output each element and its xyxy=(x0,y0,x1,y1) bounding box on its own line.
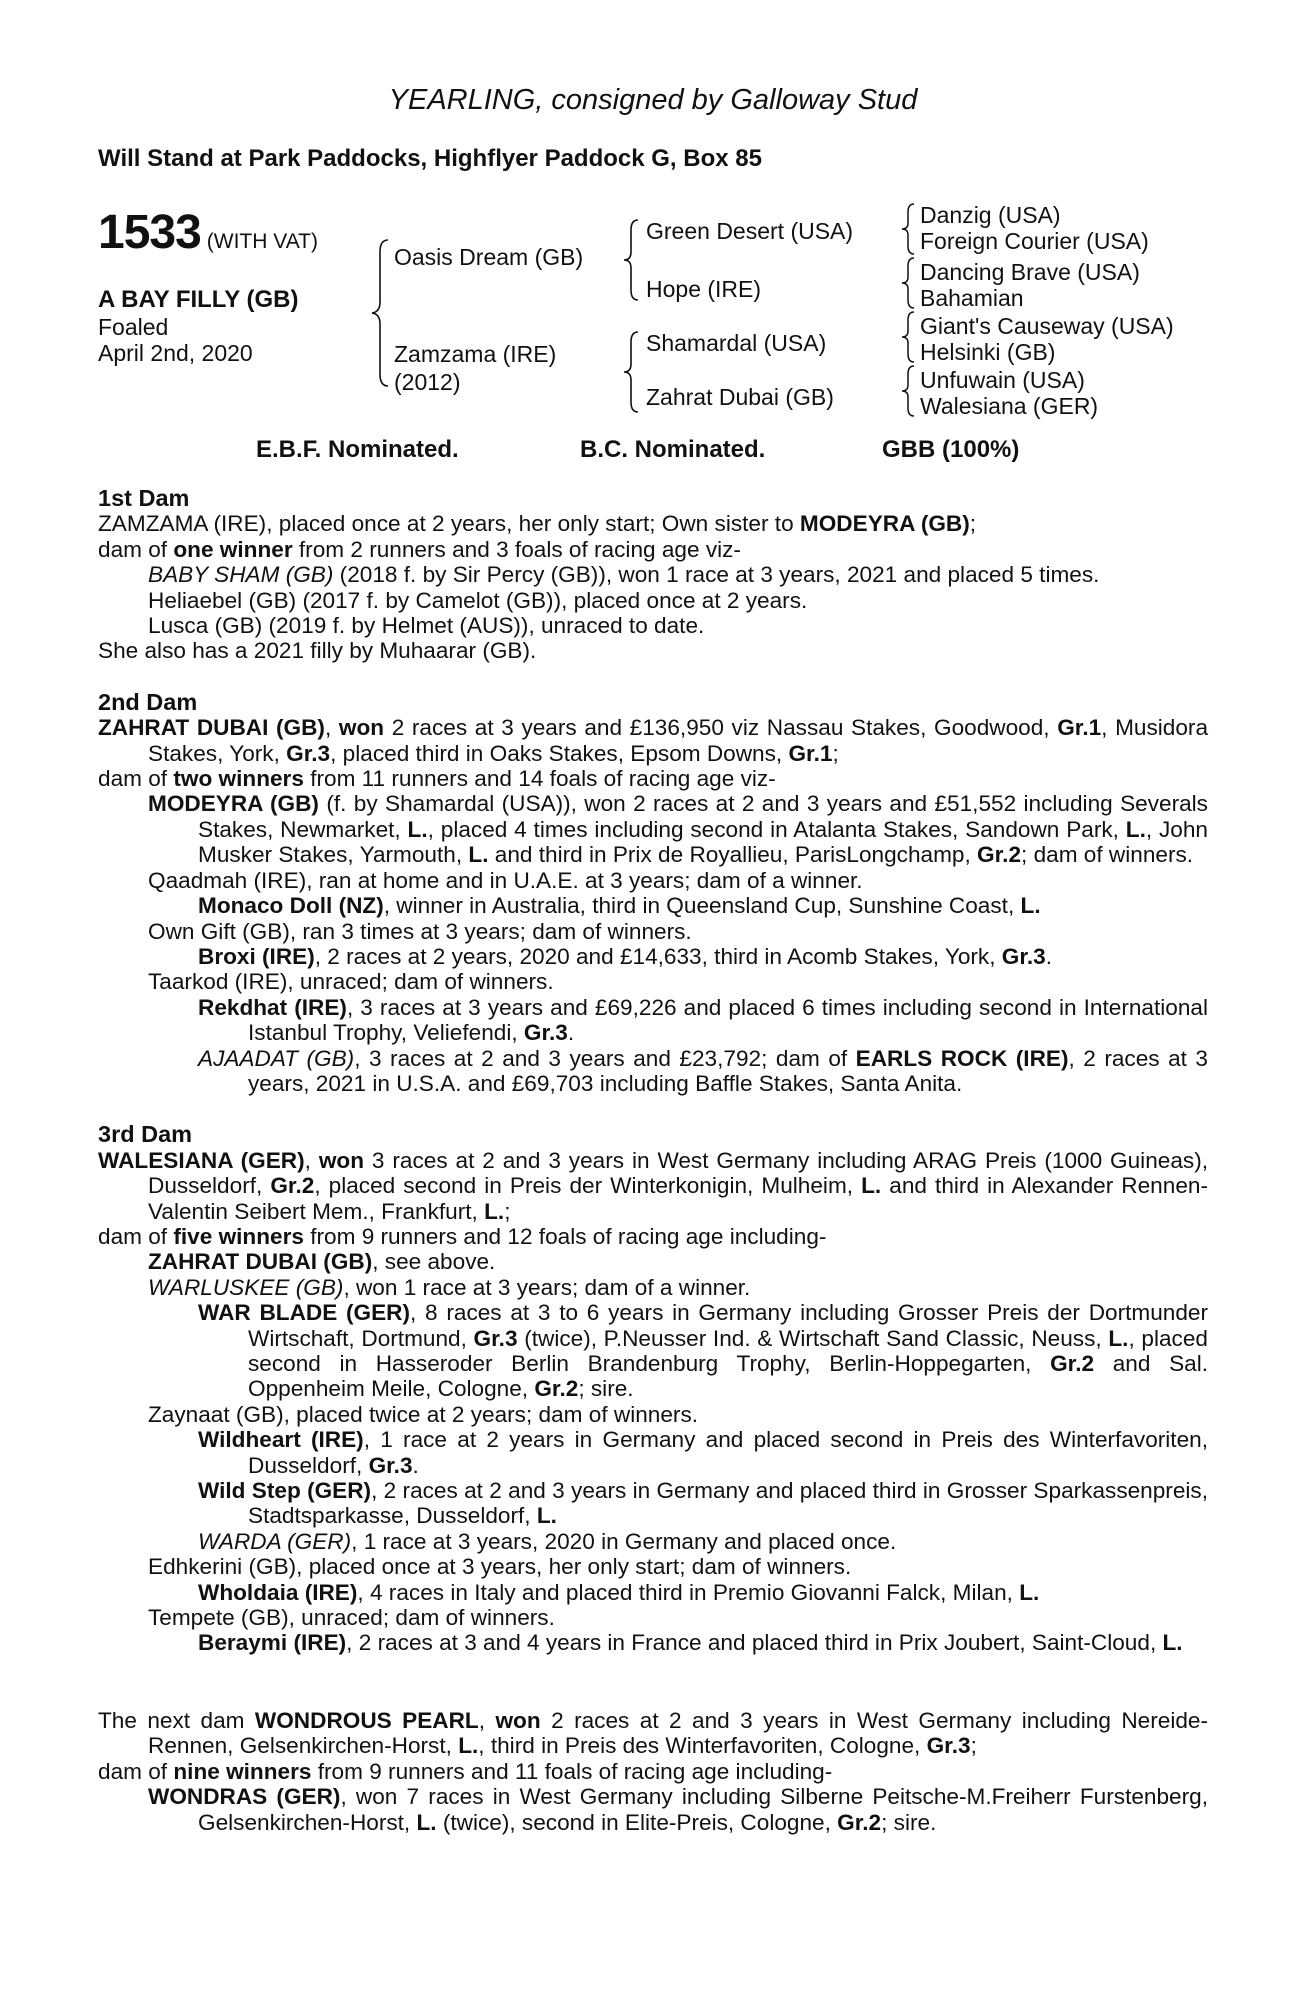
pedigree-dam-dam: Zahrat Dubai (GB) xyxy=(646,384,834,410)
pedigree-entry: The next dam WONDROUS PEARL, won 2 races at 2 and 3 years in West Germany including Nereide-Rennen, Gelsenkirchen-Horst, L., third in Preis des Winterfavoriten, Cologne, Gr.3; xyxy=(98,1707,1208,1759)
gbb-status: GBB (100%) xyxy=(882,436,1020,463)
ebf-nomination: E.B.F. Nominated. xyxy=(256,436,459,463)
pedigree-entry: AJAADAT (GB), 3 races at 2 and 3 years and £23,792; dam of EARLS ROCK (IRE), 2 races at 3 years, 2021 in U.S.A. and £69,703 including Baffle Stakes, Santa Anita. xyxy=(198,1045,1208,1096)
pedigree-brace-sire xyxy=(620,218,642,302)
pedigree-dam-year: (2012) xyxy=(394,369,461,395)
pedigree-entry: WAR BLADE (GER), 8 races at 3 to 6 years in Germany including Grosser Preis der Dortmunder Wirtschaft, Dortmund, Gr.3 (twice), P.Neusser Ind. & Wirtschaft Sand Classic, Neuss, L., placed second in Hasseroder Berlin Brandenburg Trophy, Berlin-Hoppegarten, Gr.2 and Sal. Oppenheim Meile, Cologne, Gr.2; sire. xyxy=(198,1300,1208,1402)
section-spacer xyxy=(98,664,1208,690)
pedigree-entry: Zaynaat (GB), placed twice at 2 years; dam of winners. xyxy=(148,1401,699,1427)
foaled-date: April 2nd, 2020 xyxy=(98,340,253,366)
section-heading: 3rd Dam xyxy=(98,1121,193,1148)
section-heading: 1st Dam xyxy=(98,485,190,511)
pedigree-entry: MODEYRA (GB) (f. by Shamardal (USA)), won 2 races at 2 and 3 years and £51,552 including Severals Stakes, Newmarket, L., placed 4 times including second in Atalanta Stakes, Sandown Park, L., John Musker Stakes, Yarmouth, L. and third in Prix de Royallieu, ParisLongchamp, Gr.2; dam of winners. xyxy=(148,791,1208,868)
section-heading: 2nd Dam xyxy=(98,688,198,715)
pedigree-ggp-2: Foreign Courier (USA) xyxy=(920,228,1149,254)
pedigree-entry: ZAHRAT DUBAI (GB), won 2 races at 3 years and £136,950 viz Nassau Stakes, Goodwood, Gr.1, Musidora Stakes, York, Gr.3, placed third in Oaks Stakes, Epsom Downs, Gr.1; xyxy=(98,715,1209,766)
consignment-line: YEARLING, consigned by Galloway Stud xyxy=(388,84,918,116)
pedigree-sire: Oasis Dream (GB) xyxy=(394,244,584,270)
pedigree-ggp-7: Unfuwain (USA) xyxy=(920,367,1085,393)
pedigree-entry: Wild Step (GER), 2 races at 2 and 3 years in Germany and placed third in Grosser Sparkassenpreis, Stadtsparkasse, Dusseldorf, L. xyxy=(198,1478,1208,1529)
pedigree-entry: Heliaebel (GB) (2017 f. by Camelot (GB)), placed once at 2 years. xyxy=(148,587,808,613)
pedigree-entry: dam of two winners from 11 runners and 14 foals of racing age viz- xyxy=(98,766,776,792)
pedigree-dam: Zamzama (IRE) xyxy=(394,341,557,367)
pedigree-brace-ggp-4 xyxy=(898,364,918,418)
bc-nomination: B.C. Nominated. xyxy=(580,436,766,463)
foaled-info xyxy=(98,314,253,366)
pedigree-entry: Taarkod (IRE), unraced; dam of winners. xyxy=(148,969,554,995)
pedigree-entry: Lusca (GB) (2019 f. by Helmet (AUS)), unraced to date. xyxy=(148,613,705,639)
pedigree-ggp-5: Giant's Causeway (USA) xyxy=(920,313,1174,339)
pedigree-entry: Edhkerini (GB), placed once at 3 years, her only start; dam of winners. xyxy=(148,1554,852,1580)
lot-block xyxy=(98,205,318,260)
foaled-label: Foaled xyxy=(98,314,169,340)
pedigree-ggp-4: Bahamian xyxy=(920,285,1024,311)
pedigree-ggp-6: Helsinki (GB) xyxy=(920,339,1056,365)
pedigree-entry: WONDRAS (GER), won 7 races in West Germany including Silberne Peitsche-M.Freiherr Furstenberg, Gelsenkirchen-Horst, L. (twice), second in Elite-Preis, Cologne, Gr.2; sire. xyxy=(148,1784,1208,1835)
pedigree-brace-ggp-2 xyxy=(898,256,918,310)
pedigree-sire-sire: Green Desert (USA) xyxy=(646,218,854,244)
pedigree-entry: WARLUSKEE (GB), won 1 race at 3 years; dam of a winner. xyxy=(148,1274,751,1300)
pedigree-brace-main xyxy=(368,238,392,388)
pedigree-ggp-3: Dancing Brave (USA) xyxy=(920,259,1140,285)
section-spacer xyxy=(98,1656,1208,1708)
pedigree-entry: WARDA (GER), 1 race at 3 years, 2020 in Germany and placed once. xyxy=(198,1528,897,1554)
pedigree-entry: Qaadmah (IRE), ran at home and in U.A.E. at 3 years; dam of a winner. xyxy=(148,867,863,893)
pedigree-entry: Monaco Doll (NZ), winner in Australia, third in Queensland Cup, Sunshine Coast, L. xyxy=(198,893,1041,919)
lot-number: 1533 xyxy=(98,206,201,259)
pedigree-entry: Broxi (IRE), 2 races at 2 years, 2020 and £14,633, third in Acomb Stakes, York, Gr.3. xyxy=(198,943,1053,969)
pedigree-ggp-8: Walesiana (GER) xyxy=(920,393,1099,419)
vat-label: (WITH VAT) xyxy=(206,230,318,253)
pedigree-entry: Own Gift (GB), ran 3 times at 3 years; dam of winners. xyxy=(148,918,692,944)
pedigree-entry: ZAHRAT DUBAI (GB), see above. xyxy=(148,1249,496,1275)
pedigree-entry: Tempete (GB), unraced; dam of winners. xyxy=(148,1605,555,1631)
pedigree-entry: dam of five winners from 9 runners and 12 foals of racing age including- xyxy=(98,1223,827,1249)
horse-description: A BAY FILLY (GB) xyxy=(98,286,299,313)
pedigree-brace-ggp-1 xyxy=(898,202,918,256)
pedigree-entry: Rekdhat (IRE), 3 races at 3 years and £69,226 and placed 6 times including second in International Istanbul Trophy, Veliefendi, Gr.3. xyxy=(198,994,1208,1046)
pedigree-brace-dam xyxy=(620,330,642,414)
pedigree-entry: dam of one winner from 2 runners and 3 foals of racing age viz- xyxy=(98,536,741,562)
section-spacer xyxy=(98,1096,1208,1122)
pedigree-brace-ggp-3 xyxy=(898,310,918,364)
pedigree-entry: Wildheart (IRE), 1 race at 2 years in Germany and placed second in Preis des Winterfavoriten, Dusseldorf, Gr.3. xyxy=(198,1427,1208,1478)
pedigree-entry: ZAMZAMA (IRE), placed once at 2 years, her only start; Own sister to MODEYRA (GB); xyxy=(98,511,977,537)
pedigree-entry: BABY SHAM (GB) (2018 f. by Sir Percy (GB)), won 1 race at 3 years, 2021 and placed 5 times. xyxy=(148,562,1100,588)
pedigree-dam-sire: Shamardal (USA) xyxy=(646,330,827,356)
pedigree-entry: Wholdaia (IRE), 4 races in Italy and placed third in Premio Giovanni Falck, Milan, L. xyxy=(198,1579,1040,1605)
dam-lines xyxy=(98,486,1208,1835)
pedigree-sire-dam: Hope (IRE) xyxy=(646,276,762,302)
pedigree-ggp-1: Danzig (USA) xyxy=(920,202,1061,228)
pedigree-entry: Beraymi (IRE), 2 races at 3 and 4 years in France and placed third in Prix Joubert, Saint-Cloud, L. xyxy=(198,1630,1183,1656)
pedigree-entry: WALESIANA (GER), won 3 races at 2 and 3 years in West Germany including ARAG Preis (1000 Guineas), Dusseldorf, Gr.2, placed second in Preis der Winterkonigin, Mulheim, L. and third in Alexander Rennen-Valentin Seibert Mem., Frankfurt, L.; xyxy=(98,1147,1208,1224)
pedigree-entry: dam of nine winners from 9 runners and 11 foals of racing age including- xyxy=(98,1758,833,1784)
pedigree-entry: She also has a 2021 filly by Muhaarar (GB). xyxy=(98,638,537,664)
stand-location: Will Stand at Park Paddocks, Highflyer Paddock G, Box 85 xyxy=(98,145,762,172)
